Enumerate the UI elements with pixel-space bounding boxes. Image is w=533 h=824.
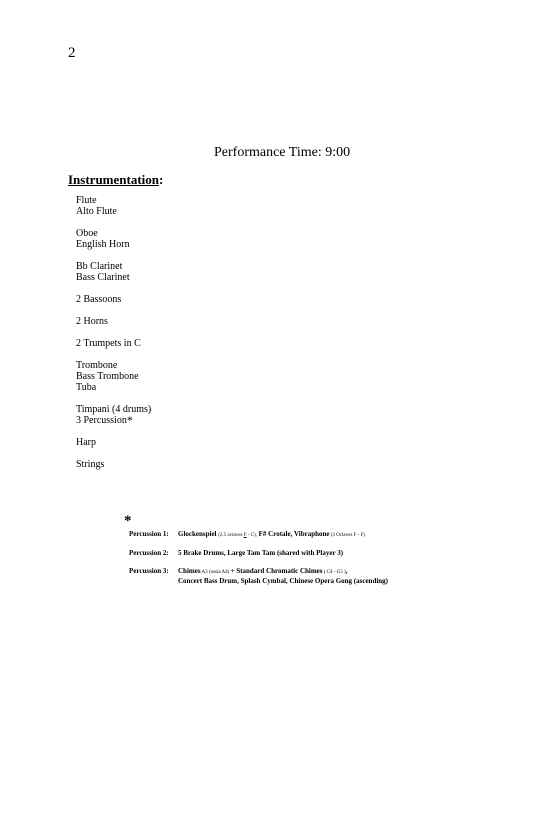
performance-time: Performance Time: 9:00 [214,145,351,160]
instrument-item: Bass Clarinet [76,272,130,283]
instrument-group-trumpets [76,338,151,349]
instrument-group-harp [76,437,151,448]
instrument-item: Bass Trombone [76,371,139,382]
instrument-item: 2 Bassoons [76,294,122,305]
instrument-group-horns [76,316,151,327]
note-text: F# Crotale, Vibraphone [256,530,330,538]
instrument-item: 2 Horns [76,316,108,327]
note-label: Percussion 3: [129,567,169,575]
note-body: 5 Brake Drums, Large Tam Tam (shared with Player 3) [178,549,344,557]
instrument-group-strings [76,459,151,470]
percussion-1-note [129,530,388,540]
instrumentation-heading [68,172,163,188]
instrument-item: Harp [76,437,96,448]
instrument-item-percussion [76,415,151,426]
note-body [178,567,388,586]
instrument-item: Alto Flute [76,206,117,217]
instrument-item: Tuba [76,382,97,393]
instrument-item: 2 Trumpets in C [76,338,141,349]
instrument-item: Flute [76,195,97,206]
note-text: Chimes [178,567,201,575]
note-text: + Standard Chromatic Chimes [230,567,323,575]
note-text: - C), [246,533,257,538]
note-range: ( C4 - G5 ) [322,570,346,575]
instrument-item: Oboe [76,228,98,239]
instrument-item: Bb Clarinet [76,261,123,272]
percussion-notes [129,530,388,595]
instrument-group-percussion [76,404,151,426]
percussion-3-note [129,567,388,586]
note-range [218,533,257,538]
instrument-list [76,195,151,481]
note-body [178,530,365,540]
footnote-asterisk: * [124,513,132,529]
page-number: 2 [68,45,76,61]
instrument-item: 3 Percussion [76,415,127,426]
instrument-group-clarinets [76,261,151,283]
instrument-group-low-brass [76,360,151,393]
note-text: Concert Bass Drum, Splash Cymbal, Chinese Opera Gong (ascending) [178,577,389,585]
instrument-group-bassoons [76,294,151,305]
instrument-group-oboes [76,228,151,250]
note-label: Percussion 2: [129,549,169,557]
note-range: (3 Octaves F - F) [329,533,365,538]
footnote-marker: * [126,413,133,427]
percussion-2-note [129,549,388,558]
instrument-item: Trombone [76,360,118,371]
note-text: Glockenspiel [178,530,217,538]
instrument-item: Timpani (4 drums) [76,404,152,415]
instrument-group-flutes [76,195,151,217]
instrumentation-heading-colon: : [159,172,164,187]
note-text: F [243,533,247,538]
note-label: Percussion 1: [129,530,169,538]
instrument-item: Strings [76,459,105,470]
note-text: , [345,567,348,575]
note-range: A3 (ossia A4) [200,570,231,575]
note-text: (2.5 octaves [218,533,244,538]
instrument-item: English Horn [76,239,130,250]
instrumentation-heading-text: Instrumentation [68,172,160,187]
